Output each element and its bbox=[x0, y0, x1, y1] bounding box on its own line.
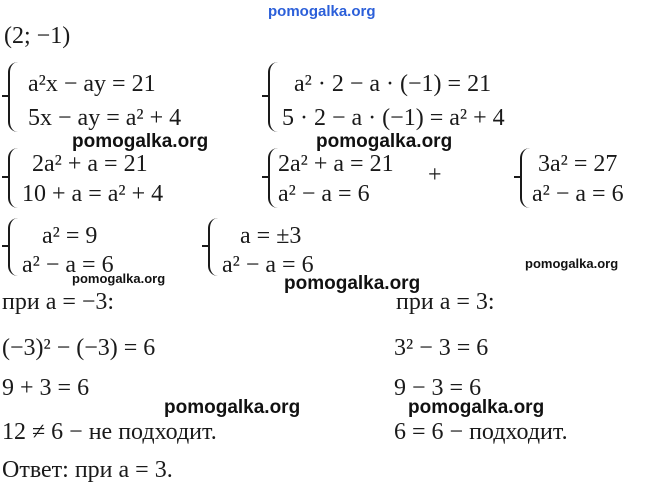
system7-brace bbox=[208, 218, 222, 276]
right-case-step3: 6 = 6 − подходит. bbox=[394, 419, 568, 445]
plus-sign: + bbox=[428, 162, 442, 188]
watermark-center-lower: pomogalka.org bbox=[284, 273, 421, 294]
system5-eq2: a² − a = 6 bbox=[532, 181, 624, 207]
left-case-step3: 12 ≠ 6 − не подходит. bbox=[2, 419, 217, 445]
system2-eq2: 5 · 2 − a · (−1) = a² + 4 bbox=[282, 105, 505, 131]
left-case-heading: при a = −3: bbox=[2, 289, 115, 315]
left-case-step1: (−3)² − (−3) = 6 bbox=[2, 335, 156, 361]
system3-eq1: 2a² + a = 21 bbox=[32, 151, 148, 177]
watermark-bottom-right: pomogalka.org bbox=[408, 397, 545, 418]
right-case-heading: при a = 3: bbox=[396, 289, 495, 315]
right-case-step1: 3² − 3 = 6 bbox=[394, 335, 489, 361]
system2-eq1: a² · 2 − a · (−1) = 21 bbox=[294, 71, 492, 97]
system4-eq1: 2a² + a = 21 bbox=[278, 151, 394, 177]
watermark-mid-center: pomogalka.org bbox=[316, 131, 453, 152]
right-case-step2: 9 − 3 = 6 bbox=[394, 375, 482, 401]
system1-eq2: 5x − ay = a² + 4 bbox=[28, 105, 182, 131]
answer-line: Ответ: при a = 3. bbox=[2, 457, 173, 483]
system6-brace bbox=[8, 218, 22, 276]
system4-eq2: a² − a = 6 bbox=[278, 181, 370, 207]
watermark-bottom-left: pomogalka.org bbox=[164, 397, 301, 418]
system6-eq2: a² − a = 6 bbox=[22, 252, 114, 278]
system1-brace bbox=[8, 62, 22, 132]
system6-eq1: a² = 9 bbox=[42, 223, 98, 249]
watermark-top: pomogalka.org bbox=[268, 3, 376, 20]
system5-eq1: 3a² = 27 bbox=[538, 151, 618, 177]
watermark-mid-left: pomogalka.org bbox=[72, 131, 209, 152]
system3-eq2: 10 + a = a² + 4 bbox=[22, 181, 164, 207]
watermark-left-small: pomogalka.org bbox=[72, 271, 166, 286]
left-case-step2: 9 + 3 = 6 bbox=[2, 375, 90, 401]
system7-eq2: a² − a = 6 bbox=[222, 252, 314, 278]
system3-brace bbox=[8, 148, 22, 208]
watermark-right-small: pomogalka.org bbox=[525, 256, 619, 271]
given-point: (2; −1) bbox=[4, 23, 71, 49]
system1-eq1: a²x − ay = 21 bbox=[28, 71, 156, 97]
system7-eq1: a = ±3 bbox=[240, 223, 302, 249]
system2-brace bbox=[268, 62, 282, 132]
